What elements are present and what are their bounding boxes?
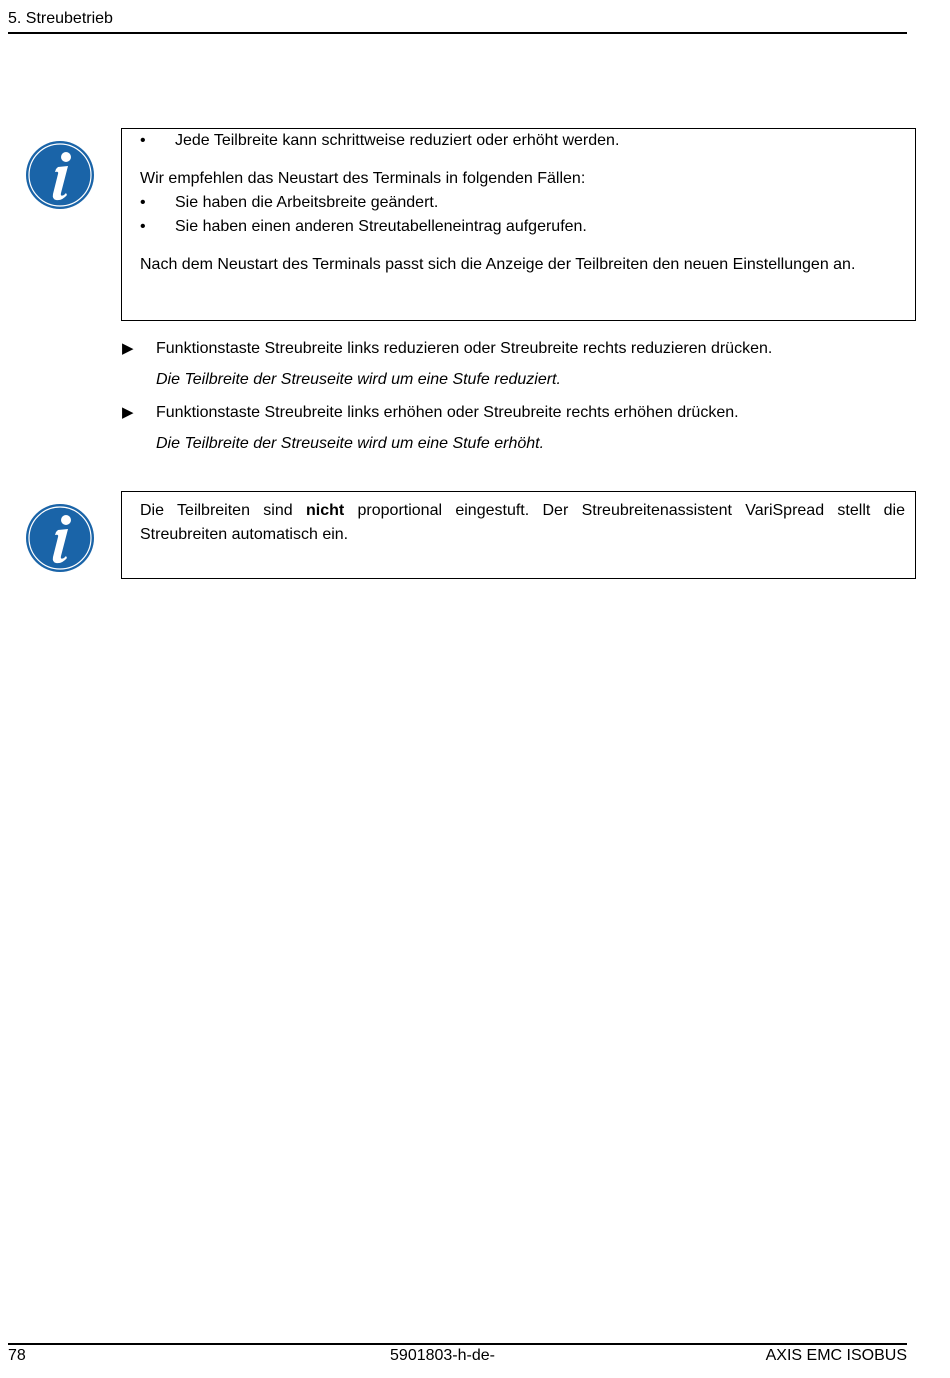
- bullet-symbol: •: [140, 218, 146, 235]
- section-title: 5. Streubetrieb: [8, 10, 113, 27]
- product-name: AXIS EMC ISOBUS: [765, 1347, 907, 1364]
- result-text: Die Teilbreite der Streuseite wird um eine Stufe reduziert.: [156, 371, 561, 388]
- list-item: [140, 129, 905, 153]
- note-intro: Wir empfehlen das Neustart des Terminals in folgenden Fällen:: [140, 170, 586, 187]
- note-text: [140, 499, 905, 547]
- list-item-text: Sie haben einen anderen Streutabelleneintrag aufgerufen.: [175, 218, 587, 235]
- result-text: Die Teilbreite der Streuseite wird um eine Stufe erhöht.: [156, 435, 545, 452]
- list-item-text: Sie haben die Arbeitsbreite geändert.: [175, 194, 439, 211]
- info-icon: [25, 503, 95, 573]
- instruction-step: [122, 338, 907, 360]
- instruction-text: Funktionstaste Streubreite links reduzieren oder Streubreite rechts reduzieren drücken.: [156, 340, 773, 357]
- document-id: 5901803-h-de-: [390, 1347, 495, 1364]
- footer-divider: [8, 1343, 907, 1345]
- header-divider: [8, 32, 907, 34]
- instruction-text: Funktionstaste Streubreite links erhöhen oder Streubreite rechts erhöhen drücken.: [156, 404, 739, 421]
- arrow-icon: ▶: [122, 340, 134, 357]
- page-number: 78: [8, 1347, 26, 1364]
- info-note-box: [121, 128, 916, 321]
- info-icon: [25, 140, 95, 210]
- note-text-part: Die Teilbreiten sind: [140, 502, 293, 519]
- list-item: [140, 191, 905, 215]
- list-item-text: Jede Teilbreite kann schrittweise reduziert oder erhöht werden.: [175, 132, 620, 149]
- note-closing: Nach dem Neustart des Terminals passt sich die Anzeige der Teilbreiten den neuen Einstellungen an.: [140, 256, 856, 273]
- note-text-emphasis: nicht: [305, 502, 345, 519]
- note-text-part: proportional eingestuft. Der Streubreitenassistent VariSpread stellt die Streubreiten automatisch ein.: [140, 502, 905, 543]
- bullet-symbol: •: [140, 194, 146, 211]
- arrow-icon: ▶: [122, 404, 134, 421]
- info-note-box: [121, 491, 916, 579]
- bullet-symbol: •: [140, 132, 146, 149]
- list-item: [140, 215, 905, 239]
- instruction-step: [122, 402, 907, 424]
